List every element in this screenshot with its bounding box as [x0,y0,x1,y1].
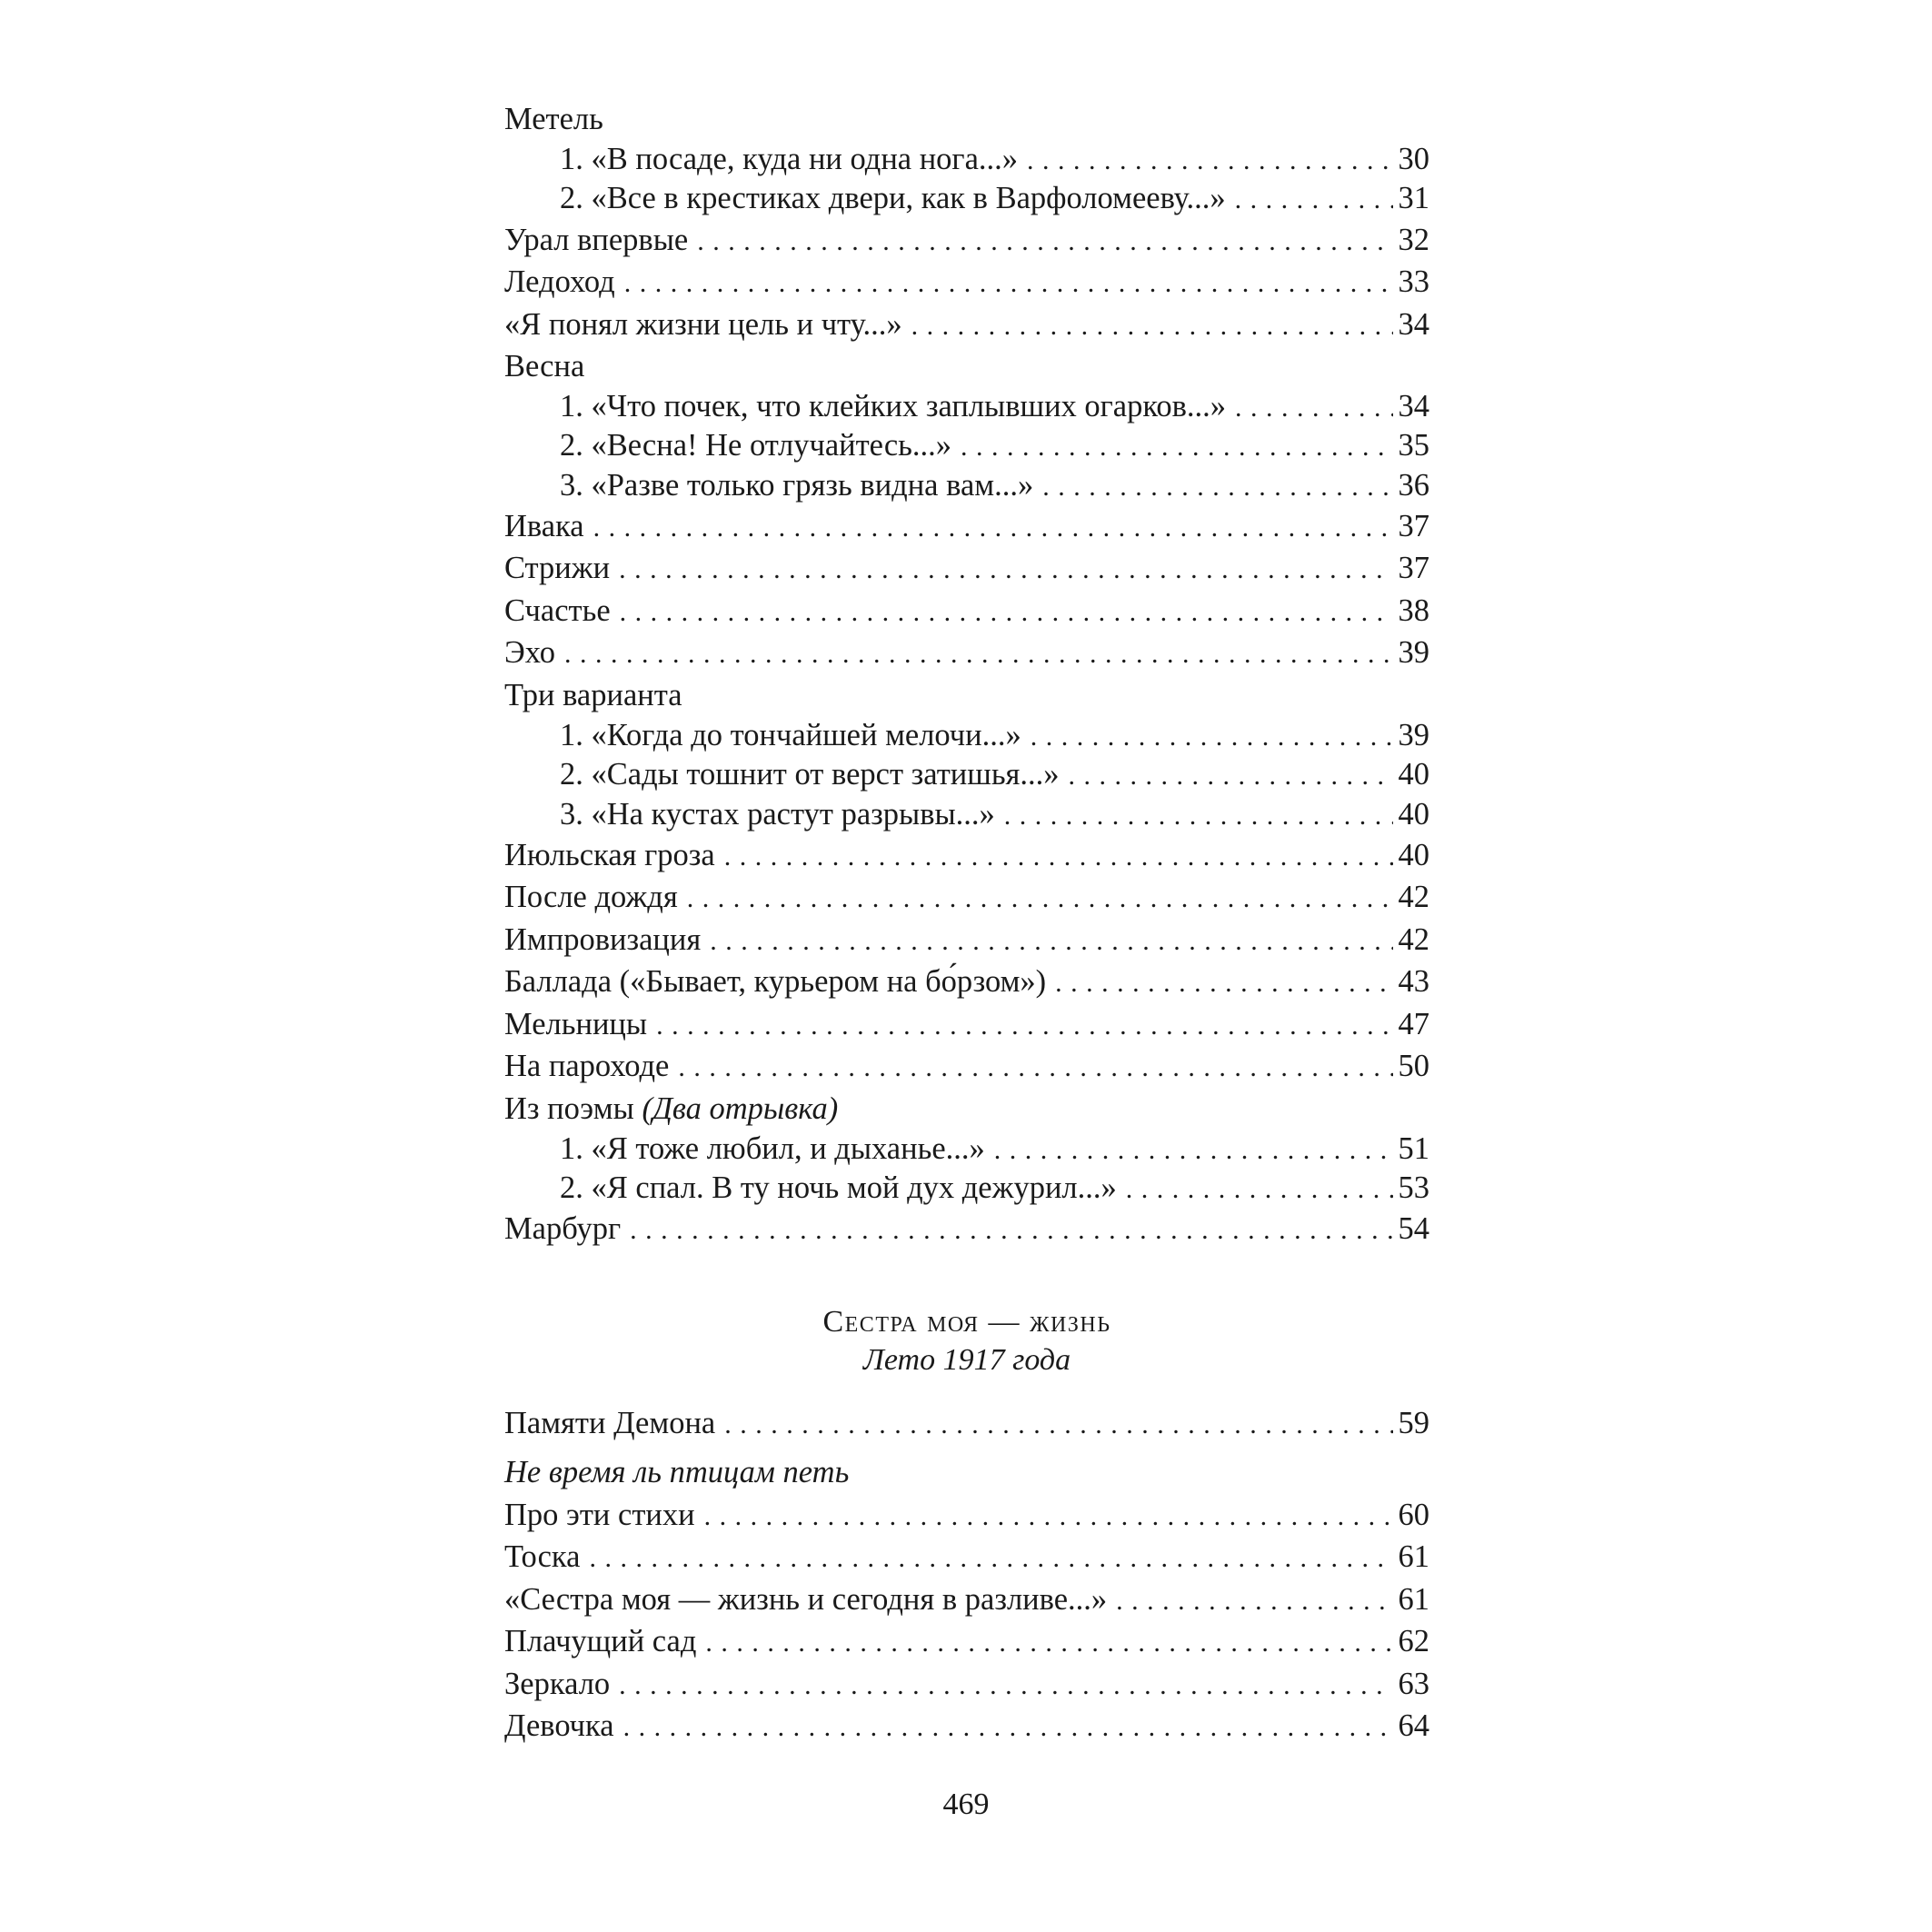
toc-entry [504,387,1429,426]
leader-dots [1055,962,1393,1005]
leader-dots [697,221,1393,264]
leader-dots [911,305,1393,348]
toc-entry-page: 42 [1398,880,1429,915]
toc-entry-page: 61 [1398,1539,1429,1575]
toc-entry-title: 3. «Разве только грязь видна вам...» [560,467,1034,503]
leader-dots [593,507,1393,550]
toc-entry-page: 35 [1398,428,1429,463]
toc-entry-page: 34 [1398,306,1429,342]
toc-entry [504,1003,1429,1046]
toc-entry-title: Памяти Демона [504,1405,716,1440]
toc-entry [504,1494,1429,1537]
toc-entry [504,876,1429,919]
toc-entry-page: 31 [1398,181,1429,216]
toc-entry-page: 60 [1398,1497,1429,1532]
toc-entry-title: «Сестра моя — жизнь и сегодня в разливе...» [504,1581,1108,1617]
toc-entry-title: Мельницы [504,1006,648,1041]
toc-entry [504,261,1429,304]
toc-entry-page: 42 [1398,921,1429,957]
leader-dots [1042,467,1393,506]
toc-entry-page: 50 [1398,1049,1429,1084]
toc-entry-page: 36 [1398,467,1429,503]
leader-dots [619,1665,1393,1708]
toc-entry-title: Стрижи [504,551,611,586]
leader-dots [656,1005,1393,1048]
toc-entry-page: 63 [1398,1666,1429,1701]
toc-entry-title: 2. «Я спал. В ту ночь мой дух дежурил...» [560,1170,1117,1206]
section-title: Сестра моя — жизнь [822,1304,1111,1339]
section-gap [504,1250,1429,1303]
toc-entry [504,1402,1429,1445]
leader-dots [724,1404,1393,1447]
leader-dots [1126,1170,1393,1209]
toc-entry-page: 39 [1398,635,1429,671]
toc-list-part1 [504,98,1429,1088]
toc-entry [504,834,1429,877]
toc-entry-page: 51 [1398,1130,1429,1166]
toc-entry-page: 34 [1398,389,1429,424]
toc-entry-title: Импровизация [504,921,702,957]
leader-dots [1116,1580,1393,1623]
toc-entry [504,1620,1429,1663]
toc-entry [504,505,1429,548]
toc-heading [504,98,1429,140]
toc-entry [504,795,1429,834]
toc-entry [504,590,1429,632]
page-number: 469 [942,1788,990,1821]
toc-entry-title: Июльская гроза [504,837,715,872]
toc-heading [504,345,1429,387]
toc-entry-title: Тоска [504,1539,581,1575]
toc-entry-title: После дождя [504,880,678,915]
toc-entry-page: 32 [1398,222,1429,257]
toc-entry [504,219,1429,262]
toc-heading-text: Из поэмы [504,1090,642,1126]
toc-heading-italic-note: (Два отрывка) [642,1090,839,1126]
toc-list-part1b [504,1130,1429,1250]
leader-dots [624,263,1393,305]
toc-entry-title: Метель [504,102,603,136]
toc-entry-title: Ледоход [504,264,615,300]
leader-dots [630,1210,1393,1252]
leader-dots [619,549,1393,592]
toc-entry-title: Эхо [504,635,555,671]
toc-entry [504,304,1429,346]
toc-entry-page: 30 [1398,142,1429,176]
toc-heading-poem-fragment [504,1088,1429,1130]
leader-dots [705,1622,1393,1665]
toc-entry-title: Про эти стихи [504,1497,695,1532]
toc-entry [504,1705,1429,1748]
leader-dots [1235,180,1393,219]
toc-entry-page: 59 [1398,1405,1429,1440]
toc-entry-page: 40 [1398,796,1429,832]
toc-entry-page: 62 [1398,1624,1429,1659]
toc-entry [504,1169,1429,1208]
toc-entry-page: 43 [1398,964,1429,1000]
toc-entry-page: 53 [1398,1170,1429,1206]
leader-dots [710,921,1393,963]
toc-entry-title: Плачущий сад [504,1624,697,1659]
toc-entry-page: 39 [1398,717,1429,752]
leader-dots [1031,717,1393,756]
toc-entry-page: 37 [1398,508,1429,543]
section-subtitle: Лето 1917 года [862,1342,1071,1377]
leader-dots [623,1707,1393,1749]
toc-entry-title: На пароходе [504,1049,670,1084]
toc-entry [504,755,1429,794]
leader-dots [687,878,1393,921]
table-of-contents [504,98,1429,1748]
toc-entry-title: 1. «Когда до тончайшей мелочи...» [560,717,1021,752]
toc-entry-page: 40 [1398,757,1429,792]
toc-entry [504,961,1429,1003]
toc-entry-page: 54 [1398,1211,1429,1247]
toc-entry-title: 1. «Что почек, что клейких заплывших огарков...» [560,389,1227,424]
toc-entry-title: Зеркало [504,1666,611,1701]
toc-entry-page: 47 [1398,1006,1429,1041]
toc-entry-page: 61 [1398,1581,1429,1617]
toc-entry-title: 1. «В посаде, куда ни одна нога...» [560,142,1019,176]
toc-entry [504,1208,1429,1250]
toc-entry [504,547,1429,590]
leader-dots [620,592,1393,634]
toc-entry [504,179,1429,218]
leader-dots [589,1538,1393,1580]
toc-entry-title: 2. «Весна! Не отлучайтесь...» [560,428,952,463]
toc-entry [504,1130,1429,1169]
leader-dots [1235,388,1393,427]
toc-entry [504,1045,1429,1088]
toc-entry-title: 2. «Сады тошнит от верст затишья...» [560,757,1060,792]
toc-entry-title: 3. «На кустах растут разрывы...» [560,796,995,832]
leader-dots [678,1047,1393,1090]
toc-entry-page: 33 [1398,264,1429,300]
toc-entry [504,919,1429,961]
toc-entry-title: Урал впервые [504,222,689,257]
leader-dots [704,1496,1393,1539]
toc-entry-title: 2. «Все в крестиках двери, как в Варфоломееву...» [560,181,1226,216]
leader-dots [564,633,1393,676]
toc-entry [504,1578,1429,1621]
leader-dots [1004,796,1393,835]
toc-entry-title: Баллада («Бывает, курьером на бо́рзом») [504,964,1047,1000]
toc-entry-title: 1. «Я тоже любил, и дыханье...» [560,1130,985,1166]
toc-entry [504,716,1429,755]
toc-entry-page: 64 [1398,1708,1429,1744]
leader-dots [1069,756,1393,795]
toc-entry-page: 38 [1398,593,1429,628]
toc-entry-title: Марбург [504,1211,622,1247]
toc-entry [504,1663,1429,1706]
toc-entry-title: Три варианта [504,677,682,712]
toc-entry-page: 40 [1398,837,1429,872]
toc-entry-title: «Я понял жизни цель и чту...» [504,306,902,342]
toc-entry-title: Ивака [504,508,584,543]
toc-heading-title [504,1088,838,1130]
toc-entry [504,632,1429,674]
toc-entry [504,426,1429,465]
toc-list-part2 [504,1494,1429,1748]
toc-entry-page: 37 [1398,551,1429,586]
toc-entry-title: Счастье [504,593,611,628]
toc-entry [504,466,1429,505]
toc-group-heading: Не время ль птицам петь [504,1455,850,1490]
leader-dots [724,836,1393,879]
leader-dots [961,427,1393,466]
leader-dots [1027,141,1393,180]
toc-entry-title: Девочка [504,1708,614,1744]
toc-entry-title: Весна [504,349,585,384]
leader-dots [994,1130,1393,1170]
toc-entry [504,140,1429,179]
toc-heading [504,674,1429,716]
toc-entry [504,1536,1429,1578]
